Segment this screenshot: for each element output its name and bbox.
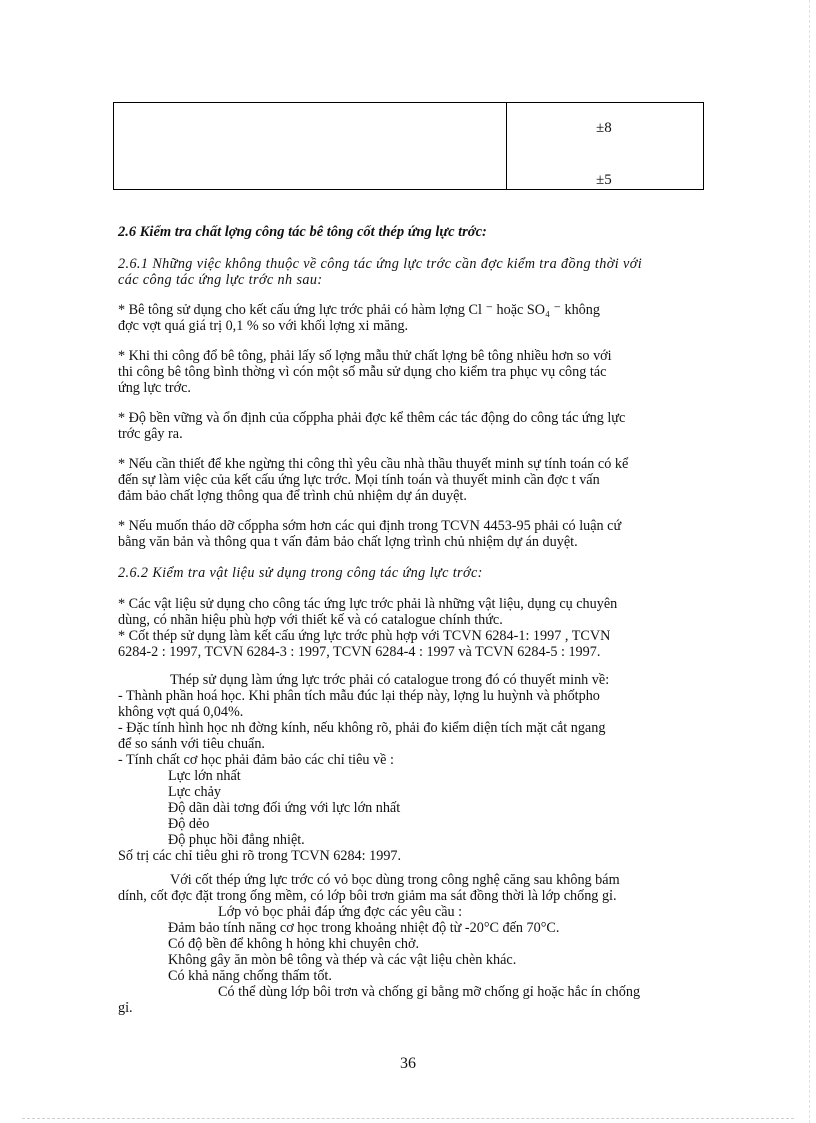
text-line: Lớp vỏ bọc phải đáp ứng đợc các yêu cầu : [218, 904, 463, 920]
section-heading: 2.6 Kiểm tra chất lợng công tác bê tông cốt thép ứng lực trớc: [118, 224, 487, 240]
subsection-2-6-2: 2.6.2 Kiểm tra vật liệu sử dụng trong công tác ứng lực trớc: [118, 565, 483, 581]
text-line: gỉ. [118, 1000, 133, 1016]
table-cell-tolerance-2: ±5 [596, 172, 612, 188]
text-line: ứng lực trớc. [118, 380, 191, 396]
text-line: Độ dãn dài tơng đối ứng với lực lớn nhất [168, 800, 401, 816]
paragraph-concrete-samples [118, 348, 698, 396]
text-line: Đảm bảo tính năng cơ học trong khoảng nhiệt độ từ -20°C đến 70°C. [168, 920, 560, 936]
text-line: * Cốt thép sử dụng làm kết cấu ứng lực trớc phù hợp với TCVN 6284-1: 1997 , TCVN [118, 628, 611, 644]
page-bottom-rule [22, 1118, 794, 1119]
page-right-rule [809, 0, 810, 1123]
text-line: * Khi thi công đổ bê tông, phải lấy số lợng mẫu thử chất lợng bê tông nhiều hơn so với [118, 348, 612, 364]
page-number: 36 [400, 1055, 416, 1072]
text-line: đảm bảo chất lợng thông qua để trình chủ nhiệm dự án duyệt. [118, 488, 467, 504]
paragraph-formwork-stability [118, 410, 698, 442]
text-line: * Bê tông sử dụng cho kết cấu ứng lực trớc phải có hàm lợng Cl ⁻ hoặc SO₄ ⁻ không [118, 302, 600, 318]
paragraph-materials [118, 596, 698, 660]
text-line: Có thể dùng lớp bôi trơn và chống gỉ bằng mỡ chống gỉ hoặc hắc ín chống [218, 984, 641, 1000]
text-line: Có độ bền để không h hỏng khi chuyên chở. [168, 936, 420, 952]
text-line: - Thành phần hoá học. Khi phân tích mẫu đúc lại thép này, lợng lu huỳnh và phốtpho [118, 688, 600, 704]
paragraph-steel-catalogue [118, 672, 698, 864]
text-line: * Độ bền vững và ổn định của cốppha phải đợc kể thêm các tác động do công tác ứng lực [118, 410, 626, 426]
text-line: Độ dẻo [168, 816, 210, 832]
text-line: Độ phục hồi đẳng nhiệt. [168, 832, 305, 848]
text-line: - Tính chất cơ học phải đảm bảo các chỉ tiêu về : [118, 752, 394, 768]
text-line: Với cốt thép ứng lực trớc có vỏ bọc dùng trong công nghệ căng sau không bám [170, 872, 620, 888]
text-line: thi công bê tông bình thờng vì cón một số mẫu sử dụng cho kiểm tra phục vụ công tác [118, 364, 607, 380]
tolerance-table [113, 102, 704, 190]
text-line: đến sự làm việc của kết cấu ứng lực trớc. Mọi tính toán và thuyết minh cần đợc t vấn [118, 472, 600, 488]
text-line: Có khả năng chống thấm tốt. [168, 968, 332, 984]
text-line: * Nếu muốn tháo dỡ cốppha sớm hơn các qui định trong TCVN 4453-95 phải có luận cứ [118, 518, 622, 534]
paragraph-construction-joint [118, 456, 698, 504]
text-line: Số trị các chỉ tiêu ghi rõ trong TCVN 6284: 1997. [118, 848, 402, 864]
text-line: Thép sử dụng làm ứng lực trớc phải có catalogue trong đó có thuyết minh về: [170, 672, 610, 688]
table-cell-tolerance-1: ±8 [596, 120, 612, 136]
subsection-2-6-1 [118, 256, 698, 288]
table-column-divider [506, 103, 507, 189]
text-line: 2.6.1 Những việc không thuộc về công tác ứng lực trớc cần đợc kiểm tra đồng thời với [118, 256, 643, 272]
text-line: để so sánh với tiêu chuẩn. [118, 736, 265, 752]
text-line: Lực chảy [168, 784, 221, 800]
paragraph-formwork-removal [118, 518, 698, 550]
text-line: 6284-2 : 1997, TCVN 6284-3 : 1997, TCVN 6284-4 : 1997 và TCVN 6284-5 : 1997. [118, 644, 601, 660]
paragraph-chloride [118, 302, 698, 334]
text-line: bằng văn bản và thông qua t vấn đảm bảo chất lợng trình chủ nhiệm dự án duyệt. [118, 534, 578, 550]
paragraph-sheathed-tendon [118, 872, 698, 1016]
text-line: Lực lớn nhất [168, 768, 241, 784]
text-line: các công tác ứng lực trớc nh sau: [118, 272, 323, 288]
text-line: Không gây ăn mòn bê tông và thép và các vật liệu chèn khác. [168, 952, 517, 968]
text-line: trớc gây ra. [118, 426, 183, 442]
text-line: dùng, có nhãn hiệu phù hợp với thiết kế và có catalogue chính thức. [118, 612, 503, 628]
text-line: * Các vật liệu sử dụng cho công tác ứng lực trớc phải là những vật liệu, dụng cụ chuyên [118, 596, 618, 612]
text-line: dính, cốt đợc đặt trong ống mềm, có lớp bôi trơn giảm ma sát đồng thời là lớp chống gỉ. [118, 888, 617, 904]
text-line: không vợt quá 0,04%. [118, 704, 244, 720]
text-line: - Đặc tính hình học nh đờng kính, nếu không rõ, phải đo kiểm diện tích mặt cắt ngang [118, 720, 606, 736]
text-line: đợc vợt quá giá trị 0,1 % so với khối lợng xi măng. [118, 318, 409, 334]
text-line: * Nếu cần thiết để khe ngừng thi công thì yêu cầu nhà thầu thuyết minh sự tính toán có kể [118, 456, 629, 472]
